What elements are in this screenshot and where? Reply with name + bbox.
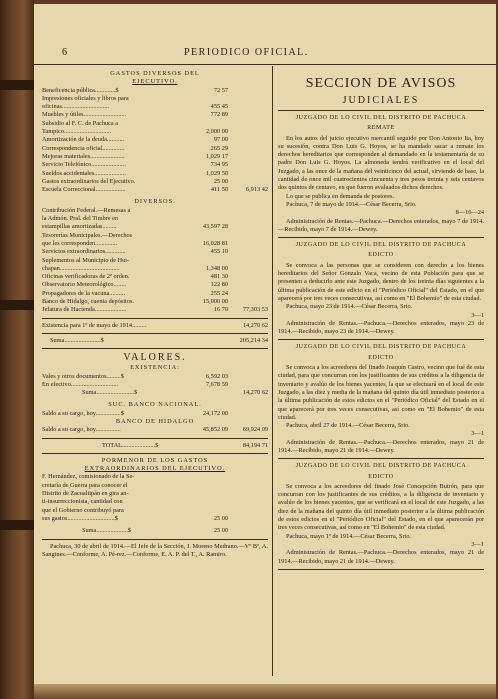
cell-b bbox=[228, 111, 268, 119]
cell-b bbox=[228, 240, 268, 248]
newspaper-page bbox=[34, 4, 496, 696]
notice-admin: Administración de Rentas.—Pachuca.—Derechos enterados, mayo 21 de 1914.—Recibido, mayo 21 de 1914.—Dewey. bbox=[278, 549, 484, 565]
cell-b bbox=[228, 161, 268, 169]
notice-body-2: Lo que se publica en demanda de postores. bbox=[286, 192, 395, 200]
cell-a: 25 00 bbox=[213, 177, 228, 185]
column-divider bbox=[272, 66, 273, 676]
cell-d: Suplementos al Municipio de Hui- bbox=[42, 256, 130, 264]
cell-d: Correspondencia oficial.............. bbox=[42, 144, 125, 152]
pormenor-line bbox=[42, 515, 268, 523]
table-row bbox=[42, 186, 268, 194]
cell-b bbox=[228, 87, 268, 95]
table-row bbox=[42, 381, 268, 389]
left-column bbox=[42, 70, 268, 559]
notice-ref: 8—16—24 bbox=[455, 209, 484, 217]
cell-b: 77,303 53 bbox=[242, 306, 268, 314]
notice-signature: Pachuca, abril 27 de 1914.—César Becerra, Srio. bbox=[286, 422, 410, 430]
cell-d: Escuela Correccional................... bbox=[42, 186, 126, 194]
notice-signature: Pachuca, 7 de mayo de 1914.—César Becerra, Srio. bbox=[286, 200, 417, 208]
judicial-notice bbox=[278, 462, 484, 570]
table-row bbox=[42, 232, 268, 240]
valores-title: VALORES. bbox=[123, 352, 187, 364]
court-name: JUZGADO DE LO CIVIL DEL DISTRITO DE PACHUCA bbox=[295, 463, 467, 470]
pormenor-line bbox=[42, 473, 268, 481]
cell-a bbox=[190, 232, 228, 240]
table-row bbox=[42, 103, 268, 111]
judicial-notice bbox=[278, 114, 484, 238]
notice-body: En los autos del juicio ejecutivo mercantil seguido por Don Antonio Ita, hoy su sucesión, contra Don Luis G. Hoyos, se ha mandado sacar a remate los derechos hereditarios que corresponden al demandado en la testamentaría de su padre Don Luis G. Hoyos. La almoneda tendrá verificativo en el local del Juzgado, a las once de la mañana del veinticinco del actual, sirviendo de base, la cantidad de once mil cuatrocientos cincuenta y tres pesos treinta y seis centavos dos quintos de centavo, en que fueron avaluados dichos derechos. bbox=[278, 134, 484, 192]
cell-a bbox=[190, 215, 228, 223]
notice-body: Se convoca a los acreedores del finado José Concepción Butrón, para que concurran con los justificantes de sus créditos, a la diligencia de inventario y avalúo de los bienes yacentes, que se verificará en el local de este Juzgado, a las diez de la mañana del quinto día útil inmediato posterior a la última publicación de estos edictos en el "Periódico Oficial" del Estado, en el que aparecerán por tres veces consecutivas, así como en "El Bohemio" de esta ciudad. bbox=[278, 482, 484, 532]
banco-hidalgo-title: BANCO DE HIDALGO bbox=[115, 417, 195, 425]
valores-table bbox=[42, 373, 268, 390]
table-row bbox=[42, 248, 268, 256]
pormenor-text: ti-insurreccionista, cantidad con bbox=[42, 498, 123, 506]
pormenor-line bbox=[42, 482, 268, 490]
cell-b bbox=[228, 223, 268, 231]
table-row bbox=[42, 290, 268, 298]
cell-d: chapan...................................... bbox=[42, 264, 120, 272]
pormenor-title-2: EXTRAORDINARIOS DEL EJECUTIVO. bbox=[84, 465, 226, 473]
table-row bbox=[42, 223, 268, 231]
suma-valores-row: Suma........................$ 14,270 62 bbox=[82, 389, 268, 397]
table-row bbox=[42, 373, 268, 381]
notice-kind: REMATE bbox=[367, 125, 395, 132]
cell-d: Servicio Telefónico...................... bbox=[42, 161, 126, 169]
cell-d: la Admón. Pral. del Timbre en bbox=[42, 215, 119, 223]
table-row bbox=[42, 281, 268, 289]
notices-list bbox=[278, 114, 484, 570]
cell-a: 1,029 50 bbox=[205, 169, 228, 177]
court-name: JUZGADO DE LO CIVIL DEL DISTRITO DE PACHUCA bbox=[295, 115, 467, 121]
table-row bbox=[42, 161, 268, 169]
pormenor-title-1: PORMENOR DE LOS GASTOS bbox=[101, 456, 209, 464]
cell-d: Servicios extraordinarios............. bbox=[42, 248, 126, 256]
diversos-title: DIVERSOS. bbox=[134, 198, 176, 206]
cell-d: Sueldos accidentales.................... bbox=[42, 169, 126, 177]
cell-a: 481 30 bbox=[210, 273, 228, 281]
existencia-title: EXISTENCIA: bbox=[130, 364, 180, 372]
table-row bbox=[42, 207, 268, 215]
notice-admin: Administración de Rentas.—Pachuca.—Derechos enterados, mayo 23 de 1914.—Recibido, mayo 23 de 1914.—Dewey. bbox=[278, 319, 484, 336]
cell-d: En efectivo.............................. bbox=[42, 380, 119, 388]
table-row bbox=[42, 111, 268, 119]
notice-admin: Administración de Rentas.—Pachuca.—Derechos enterados, mayo 21 de 1914.—Recibido, mayo 21 de 1914.—Dewey. bbox=[278, 438, 484, 454]
cell-d: Banco de Hidalgo, cuenta depósitos. bbox=[42, 298, 134, 306]
cell-d: Tampico.............................. bbox=[42, 128, 112, 136]
banco-nacional-row: Saldo a su cargo, hoy................$ 24,172 00 bbox=[42, 409, 228, 417]
notice-kind: EDICTO bbox=[368, 473, 394, 480]
cell-b bbox=[228, 273, 268, 281]
notice-kind: EDICTO bbox=[368, 252, 394, 259]
pormenor-text: F. Hernández, comisionado de la Se- bbox=[42, 473, 135, 481]
table-row bbox=[42, 128, 268, 136]
court-name: JUZGADO DE LO CIVIL DEL DISTRITO DE PACHUCA bbox=[295, 344, 467, 351]
cell-b bbox=[228, 170, 268, 178]
cell-a: 16 70 bbox=[213, 306, 228, 314]
cell-a: 97 00 bbox=[213, 136, 228, 144]
table-row bbox=[42, 145, 268, 153]
table-row bbox=[42, 87, 268, 95]
cell-d: Tesorerías Municipales.—Derechos bbox=[42, 231, 133, 239]
judicial-notice bbox=[278, 343, 484, 459]
cell-b bbox=[228, 120, 268, 128]
table-row bbox=[42, 240, 268, 248]
cell-b bbox=[228, 232, 268, 240]
page-number: 6 bbox=[62, 47, 67, 58]
cell-d: Observatorio Meteorológico........ bbox=[42, 281, 127, 289]
cell-a: 455 10 bbox=[210, 248, 228, 256]
table-row bbox=[42, 298, 268, 306]
table-row bbox=[42, 120, 268, 128]
cell-d: Amortización de la deuda........... bbox=[42, 136, 125, 144]
notice-kind: EDICTO bbox=[368, 354, 394, 361]
cell-a: 265 29 bbox=[210, 144, 228, 152]
cell-a: 122 80 bbox=[210, 281, 228, 289]
table-row bbox=[42, 306, 268, 314]
cell-b bbox=[228, 248, 268, 256]
cell-b bbox=[228, 381, 268, 389]
notice-ref: 3—1 bbox=[471, 311, 484, 319]
cell-d: oficinas.............................. bbox=[42, 103, 110, 111]
cell-d: Mejoras materiales...................... bbox=[42, 152, 125, 160]
cell-b bbox=[228, 207, 268, 215]
notice-ref: 3—1 bbox=[471, 540, 484, 548]
cell-a: 2,000 00 bbox=[205, 128, 228, 136]
cell-a: 16,028 81 bbox=[202, 239, 228, 247]
cell-a: 772 89 bbox=[210, 111, 228, 119]
cell-d: Vales y otros documentos.........$ bbox=[42, 372, 124, 380]
cell-b bbox=[228, 103, 268, 111]
cell-d: Oficinas verificadoras de 2º orden. bbox=[42, 273, 130, 281]
cell-d: que les corresponden.............. bbox=[42, 239, 118, 247]
cell-a: 255 24 bbox=[210, 289, 228, 297]
cell-a bbox=[190, 95, 228, 103]
suma-pormenor-row: Suma....................$ 25 00 bbox=[82, 527, 228, 535]
cell-a: 455 45 bbox=[210, 103, 228, 111]
pormenor-line bbox=[42, 507, 268, 515]
table-row bbox=[42, 265, 268, 273]
table-row bbox=[42, 178, 268, 186]
cell-d: Muebles y útiles........................... bbox=[42, 111, 127, 119]
cell-b bbox=[228, 145, 268, 153]
notice-admin: Administración de Rentas.—Pachuca.—Derechos enterados, mayo 7 de 1914.—Recibido, mayo 7 de 1914.—Dewey. bbox=[278, 217, 484, 233]
cell-a: 6,592 03 bbox=[205, 372, 228, 380]
cell-a bbox=[190, 257, 228, 265]
cell-d: Contribución Federal.—Remesas a bbox=[42, 206, 131, 214]
notice-ref: 3—1 bbox=[471, 430, 484, 438]
banco-hidalgo-row: Saldo a su cargo, hoy................ 45,852 09 69,924 09 bbox=[42, 426, 268, 434]
cell-d: Impresiones oficiales y libros para bbox=[42, 94, 129, 102]
pormenor-text: sus gastos..............................$ bbox=[42, 514, 118, 522]
pormenor-text: cretaría de Guerra para conocer el bbox=[42, 481, 128, 489]
cell-d: estampillas amortizadas......... bbox=[42, 223, 117, 231]
notice-body: Se convoca a los acreedores del finado Joaquín Castro, vecino que fué de esta ciudad, para que concurran con los justificantes de sus créditos a la diligencia de inventario y avalúo de los bienes yacentes, la que se efectuará en el local de este Juzgado, a las diez y media de la mañana del quinto día útil inmediato posterior a la última publicación de estos edictos en el "Periódico Oficial" del Estado en el que aparecerá por tres veces consecutivas, así como en "El Bohemio" de esta ciudad. bbox=[278, 364, 484, 421]
cell-a: 72 57 bbox=[213, 86, 228, 94]
cell-d: Beneficencia pública.............$ bbox=[42, 86, 119, 94]
cell-b bbox=[228, 373, 268, 381]
cell-b bbox=[228, 281, 268, 289]
gastos-title: GASTOS DIVERSOS DEL bbox=[110, 70, 200, 77]
footer-signature: Pachuca, 30 de abril de 1914.—El Jefe de la Sección, J. Moreno Medrano.—Vº Bº, A. Sangines.—Conforme, A. Pé-rez.—Conforme, E. A. P. del T., A. Ramiro. bbox=[42, 542, 268, 558]
page-bottom-edge bbox=[34, 684, 496, 699]
cell-b bbox=[228, 290, 268, 298]
table-row bbox=[42, 257, 268, 265]
page-header bbox=[34, 44, 496, 65]
gastos-subtitle: EJECUTIVO. bbox=[132, 78, 178, 86]
avisos-title: SECCION DE AVISOS bbox=[305, 76, 457, 91]
cell-b bbox=[228, 95, 268, 103]
gastos-table bbox=[42, 87, 268, 195]
book-spine bbox=[0, 0, 34, 699]
table-row bbox=[42, 273, 268, 281]
table-row bbox=[42, 95, 268, 103]
cell-a: 1,029 17 bbox=[205, 152, 228, 160]
pormenor-lines bbox=[42, 473, 268, 523]
pormenor-text: que el Gobierno contribuyó para bbox=[42, 506, 124, 514]
cell-b bbox=[228, 128, 268, 136]
cell-a bbox=[190, 120, 228, 128]
cell-d: Subsidio al F. C. de Pachuca a bbox=[42, 119, 119, 127]
table-row bbox=[42, 170, 268, 178]
cell-a: 411 50 bbox=[210, 186, 228, 194]
cell-a bbox=[190, 207, 228, 215]
table-row bbox=[42, 153, 268, 161]
cell-a: 1,348 00 bbox=[205, 264, 228, 272]
cell-b bbox=[228, 298, 268, 306]
judicial-notice bbox=[278, 241, 484, 340]
right-column bbox=[278, 70, 484, 573]
pormenor-line bbox=[42, 490, 268, 498]
court-name: JUZGADO DE LO CIVIL DEL DISTRITO DE PACHUCA bbox=[295, 242, 467, 249]
cell-a: 43,597 28 bbox=[202, 223, 228, 231]
cell-b bbox=[228, 265, 268, 273]
total-row: TOTAL.....................$ 84,194 71 bbox=[102, 441, 268, 449]
page-title: PERIODICO OFICIAL. bbox=[184, 47, 309, 58]
diversos-table bbox=[42, 207, 268, 315]
judiciales-title: JUDICIALES bbox=[342, 95, 420, 106]
cell-b bbox=[228, 153, 268, 161]
existencia-row: Existencia para 1º de mayo de 1914......... 14,270 62 bbox=[42, 321, 268, 329]
cell-b bbox=[228, 215, 268, 223]
cell-d: Propagadores de la vacuna.......... bbox=[42, 289, 126, 297]
cell-d: Gastos extraordinarios del Ejecutivo. bbox=[42, 177, 136, 185]
cell-a: 734 95 bbox=[210, 161, 228, 169]
cell-b bbox=[228, 178, 268, 186]
notice-body: Se convoca a las personas que se consideren con derecho a los bienes hereditarios del Señor Gonzalo Vaca, vecino de esta Población para que se presenten a deducirlo ante este Juzgado, dentro de los treinta días siguientes a la última publicación de este edicto en el "Periódico Oficial" del Estado, en el que aparecerá por tres veces consecutivas, así como en "El Bohemio" de esta ciudad. bbox=[278, 261, 484, 302]
cell-b bbox=[228, 257, 268, 265]
cell-d: Jefatura de Hacienda.................... bbox=[42, 306, 127, 314]
banco-nacional-title: SUC. BANCO NACIONAL. bbox=[108, 401, 202, 409]
notice-signature: Pachuca, mayo 1º de 1914.—César Becerra, Srio. bbox=[286, 532, 412, 540]
notice-signature: Pachuca, mayo 23 de 1914.—César Becerra, Srio. bbox=[286, 303, 413, 311]
pormenor-text: Distrito de Zacualtipán en gira an- bbox=[42, 490, 129, 498]
cell-b bbox=[228, 136, 268, 144]
pormenor-amount: 25 00 bbox=[213, 514, 228, 522]
suma-row: Suma.......................$ 205,214 34 bbox=[50, 336, 268, 344]
cell-a: 15,000 00 bbox=[202, 298, 228, 306]
table-row bbox=[42, 215, 268, 223]
pormenor-line bbox=[42, 498, 268, 506]
cell-b: 6,913 42 bbox=[245, 186, 268, 194]
table-row bbox=[42, 136, 268, 144]
cell-a: 7,678 59 bbox=[205, 380, 228, 388]
